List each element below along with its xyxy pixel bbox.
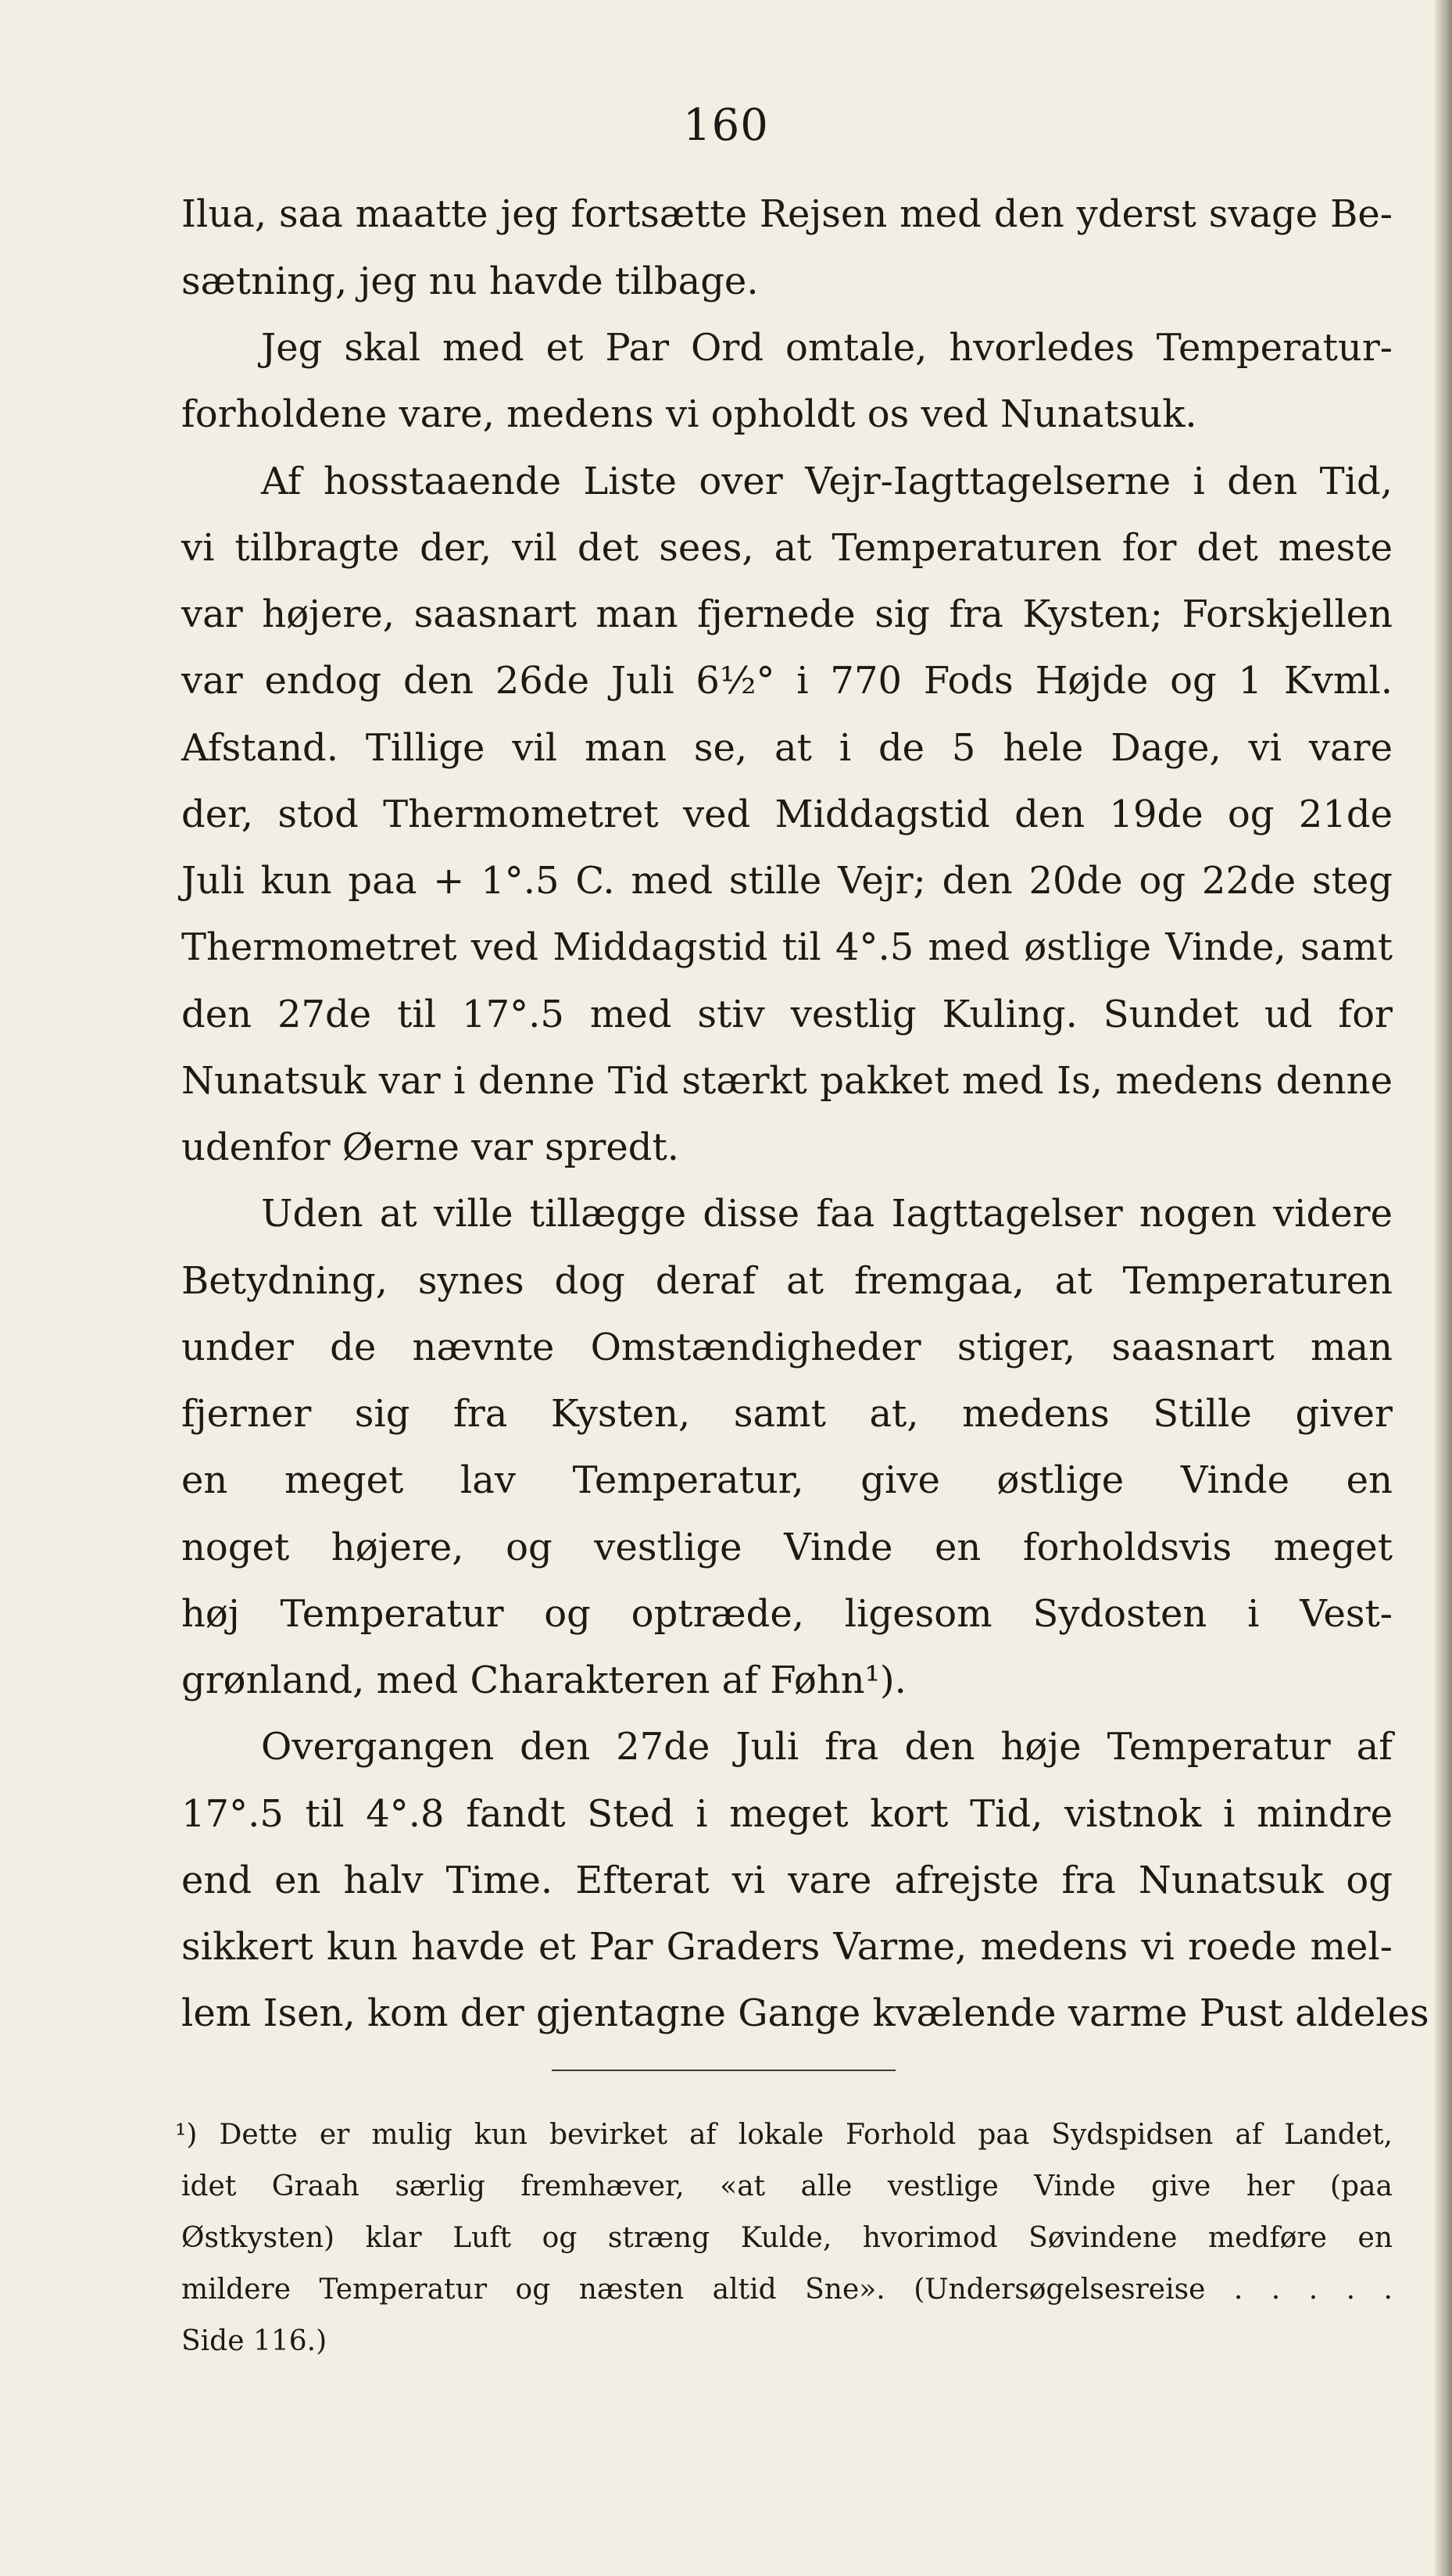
text-line: lem Isen, kom der gjentagne Gange kvælende varme Pust aldeles <box>181 1991 1429 2035</box>
text-line: Thermometret ved Middagstid til 4°.5 med østlige Vinde, samt <box>181 925 1393 969</box>
footnote-line: ¹) Dette er mulig kun bevirket af lokale Forhold paa Sydspidsen af Landet, <box>175 2119 1393 2151</box>
text-line: Juli kun paa + 1°.5 C. med stille Vejr; den 20de og 22de steg <box>181 859 1393 903</box>
footnote-line: mildere Temperatur og næsten altid Sne». (Undersøgelsesreise . . . . . <box>181 2274 1393 2306</box>
text-line: forholdene vare, medens vi opholdt os ved Nunatsuk. <box>181 392 1197 436</box>
text-line: grønland, med Charakteren af Føhn¹). <box>181 1658 907 1702</box>
text-line: sikkert kun havde et Par Graders Varme, medens vi roede mel- <box>181 1925 1393 1969</box>
text-line: den 27de til 17°.5 med stiv vestlig Kuling. Sundet ud for <box>181 993 1393 1036</box>
footnote-line: Østkysten) klar Luft og stræng Kulde, hvorimod Søvindene medføre en <box>181 2222 1393 2254</box>
text-line: vi tilbragte der, vil det sees, at Temperaturen for det meste <box>181 526 1393 570</box>
text-line: var højere, saasnart man fjernede sig fra Kysten; Forskjellen <box>181 592 1393 636</box>
text-line: udenfor Øerne var spredt. <box>181 1125 680 1169</box>
text-line: 17°.5 til 4°.8 fandt Sted i meget kort Tid, vistnok i mindre <box>181 1792 1393 1836</box>
page-number: 160 <box>683 100 769 151</box>
footnote-line: idet Graah særlig fremhæver, «at alle vestlige Vinde give her (paa <box>181 2170 1393 2202</box>
text-line: høj Temperatur og optræde, ligesom Sydosten i Vest- <box>181 1592 1393 1636</box>
text-line: Jeg skal med et Par Ord omtale, hvorledes Temperatur- <box>261 326 1393 370</box>
text-line: Ilua, saa maatte jeg fortsætte Rejsen med den yderst svage Be- <box>181 192 1393 236</box>
footnote-rule <box>552 2070 896 2071</box>
text-line: Nunatsuk var i denne Tid stærkt pakket med Is, medens denne <box>181 1059 1393 1103</box>
text-line: Afstand. Tillige vil man se, at i de 5 hele Dage, vi vare <box>181 726 1393 770</box>
text-line: en meget lav Temperatur, give østlige Vinde en <box>181 1458 1393 1502</box>
text-line: Af hosstaaende Liste over Vejr-Iagttagelserne i den Tid, <box>261 460 1393 503</box>
text-line: var endog den 26de Juli 6½° i 770 Fods Højde og 1 Kvml. <box>181 659 1393 703</box>
text-line: noget højere, og vestlige Vinde en forholdsvis meget <box>181 1526 1393 1569</box>
text-line: end en halv Time. Efterat vi vare afrejste fra Nunatsuk og <box>181 1859 1393 1902</box>
text-line: Uden at ville tillægge disse faa Iagttagelser nogen videre <box>261 1192 1393 1236</box>
text-line: Betydning, synes dog deraf at fremgaa, at Temperaturen <box>181 1259 1393 1303</box>
page-edge <box>1435 0 1452 2576</box>
footnote-line: Side 116.) <box>181 2325 327 2357</box>
text-line: fjerner sig fra Kysten, samt at, medens Stille giver <box>181 1392 1393 1436</box>
text-line: der, stod Thermometret ved Middagstid den 19de og 21de <box>181 792 1393 836</box>
text-line: sætning, jeg nu havde tilbage. <box>181 259 759 303</box>
text-line: under de nævnte Omstændigheder stiger, saasnart man <box>181 1326 1393 1369</box>
text-line: Overgangen den 27de Juli fra den høje Temperatur af <box>261 1725 1393 1769</box>
